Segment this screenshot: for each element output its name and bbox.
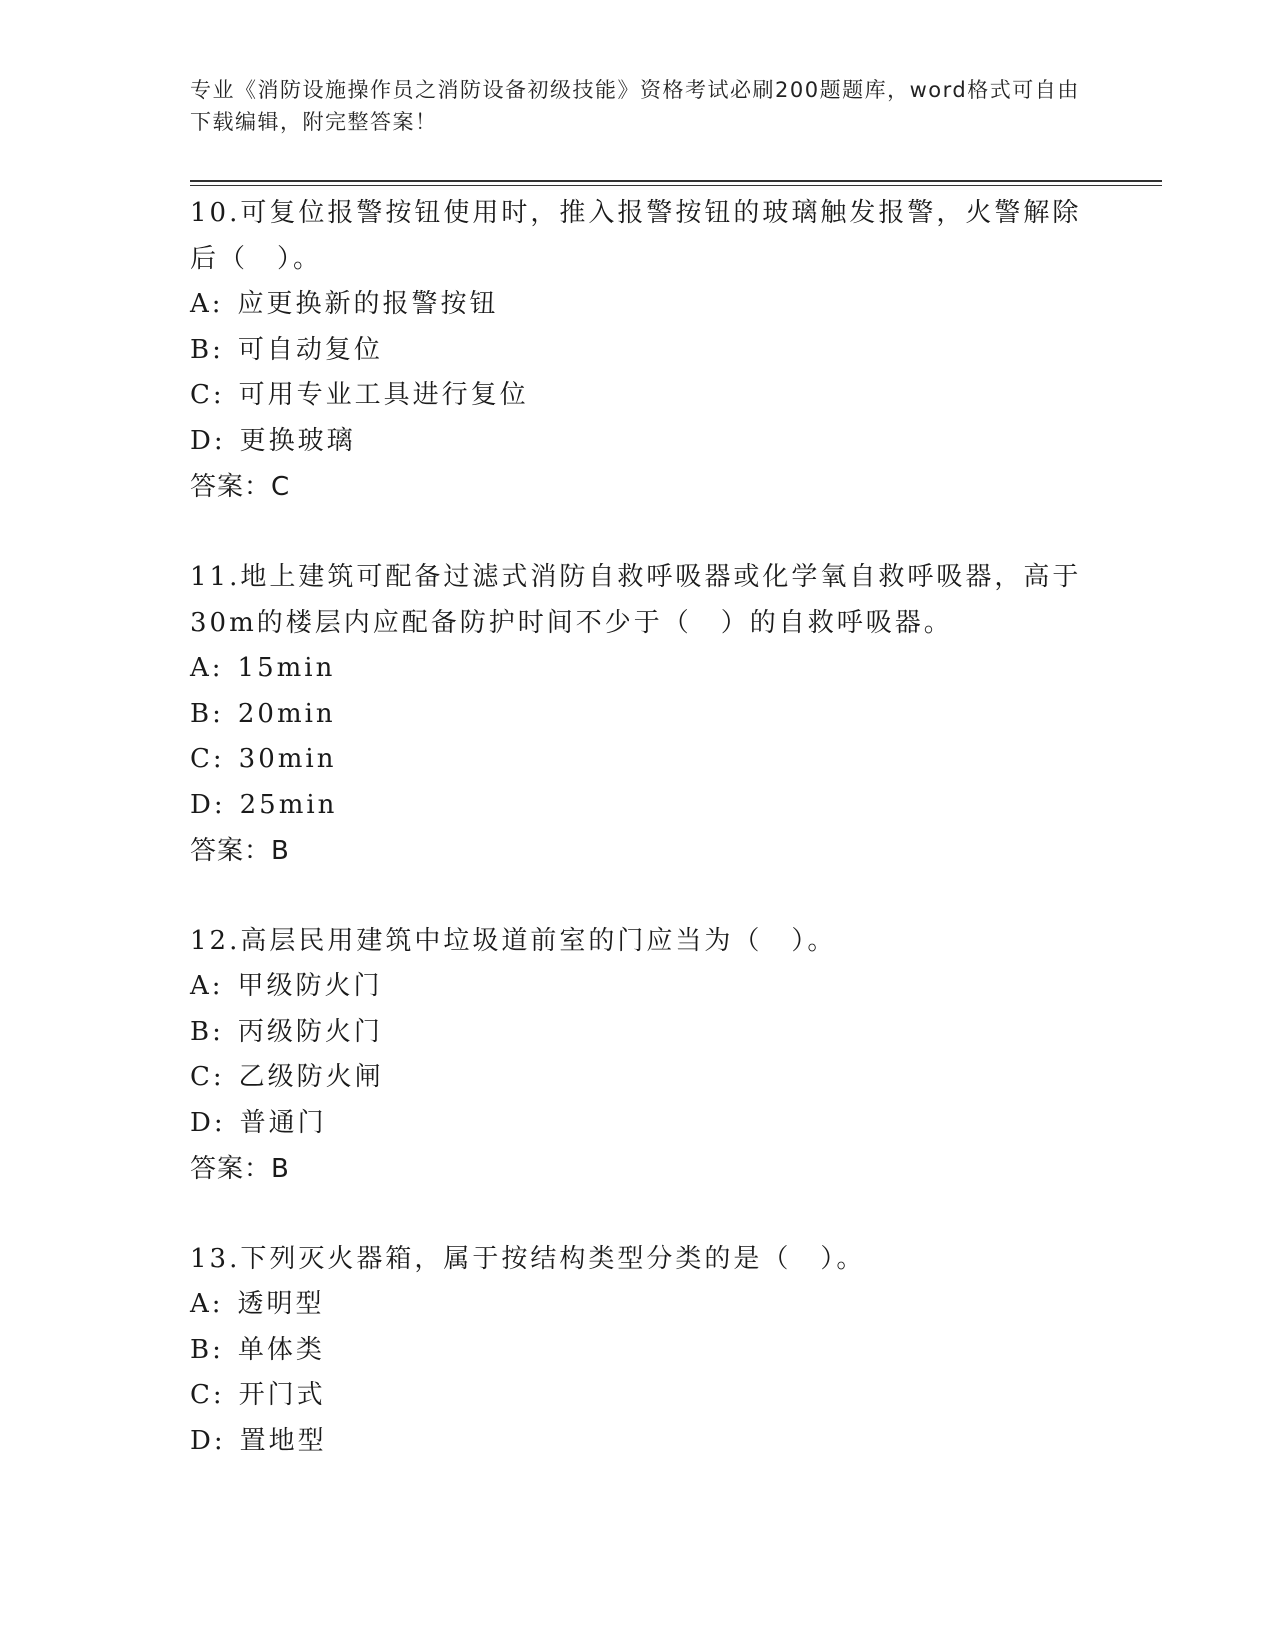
- option-key: B:: [190, 334, 224, 365]
- option-text: 30min: [238, 744, 337, 774]
- option-key: D:: [190, 789, 226, 820]
- option-d: [190, 1419, 1090, 1465]
- option-text: 普通门: [239, 1107, 327, 1138]
- option-key: A:: [190, 1289, 224, 1319]
- answer-value: B: [271, 1154, 290, 1184]
- answer-label: 答案：: [190, 1154, 272, 1184]
- option-text: 可用专业工具进行复位: [238, 380, 529, 410]
- answer-line: [190, 464, 1090, 510]
- option-text: 乙级防火闸: [238, 1062, 384, 1092]
- option-text: 开门式: [238, 1380, 326, 1410]
- option-key: C:: [190, 380, 225, 410]
- option-key: B:: [190, 1334, 224, 1365]
- option-key: C:: [190, 1380, 225, 1410]
- option-key: B:: [190, 698, 224, 729]
- option-text: 丙级防火门: [237, 1016, 383, 1047]
- question-11: [190, 554, 1090, 874]
- option-c: [190, 737, 1090, 783]
- option-d: [190, 783, 1090, 829]
- answer-value: B: [271, 836, 290, 866]
- option-d: [190, 1101, 1090, 1147]
- option-key: C:: [190, 1062, 225, 1092]
- question-stem: 10.可复位报警按钮使用时，推入报警按钮的玻璃触发报警，火警解除后（ ）。: [190, 198, 1082, 274]
- option-text: 甲级防火门: [237, 971, 383, 1001]
- answer-line: [190, 1146, 1090, 1192]
- option-text: 透明型: [237, 1289, 325, 1319]
- answer-line: [190, 828, 1090, 874]
- option-key: A:: [190, 653, 224, 683]
- answer-label: 答案：: [190, 472, 272, 502]
- option-a: [190, 964, 1090, 1010]
- option-d: [190, 419, 1090, 465]
- question-stem: 11.地上建筑可配备过滤式消防自救呼吸器或化学氧自救呼吸器，高于30m的楼层内应配备防护时间不少于（ ）的自救呼吸器。: [190, 562, 1082, 638]
- option-text: 20min: [237, 698, 336, 729]
- question-list: [190, 190, 1090, 1508]
- question-12: [190, 918, 1090, 1192]
- option-text: 单体类: [237, 1334, 325, 1365]
- header-divider-thin: [190, 185, 1162, 186]
- document-header: 专业《消防设施操作员之消防设备初级技能》资格考试必刷200题题库，word格式可自由下载编辑，附完整答案！: [190, 78, 1080, 134]
- option-c: [190, 1373, 1090, 1419]
- question-10: [190, 190, 1090, 510]
- option-b: [190, 1010, 1090, 1056]
- option-key: C:: [190, 744, 225, 774]
- option-key: A:: [190, 971, 224, 1001]
- option-text: 25min: [239, 789, 338, 820]
- option-text: 应更换新的报警按钮: [237, 289, 499, 319]
- option-b: [190, 692, 1090, 738]
- option-b: [190, 1328, 1090, 1374]
- option-c: [190, 1055, 1090, 1101]
- question-13: [190, 1236, 1090, 1464]
- option-key: A:: [190, 289, 224, 319]
- question-stem: 12.高层民用建筑中垃圾道前室的门应当为（ ）。: [190, 926, 837, 956]
- option-a: [190, 1282, 1090, 1328]
- option-a: [190, 646, 1090, 692]
- option-c: [190, 373, 1090, 419]
- option-text: 更换玻璃: [239, 425, 356, 456]
- option-key: D:: [190, 1425, 226, 1456]
- option-key: D:: [190, 425, 226, 456]
- option-key: D:: [190, 1107, 226, 1138]
- option-a: [190, 282, 1090, 328]
- option-text: 置地型: [239, 1425, 327, 1456]
- answer-label: 答案：: [190, 836, 272, 866]
- option-text: 可自动复位: [237, 334, 383, 365]
- option-key: B:: [190, 1016, 224, 1047]
- answer-value: C: [271, 472, 291, 502]
- question-stem: 13.下列灭火器箱，属于按结构类型分类的是（ ）。: [190, 1244, 866, 1274]
- option-text: 15min: [237, 653, 336, 683]
- header-divider-thick: [190, 180, 1162, 182]
- option-b: [190, 328, 1090, 374]
